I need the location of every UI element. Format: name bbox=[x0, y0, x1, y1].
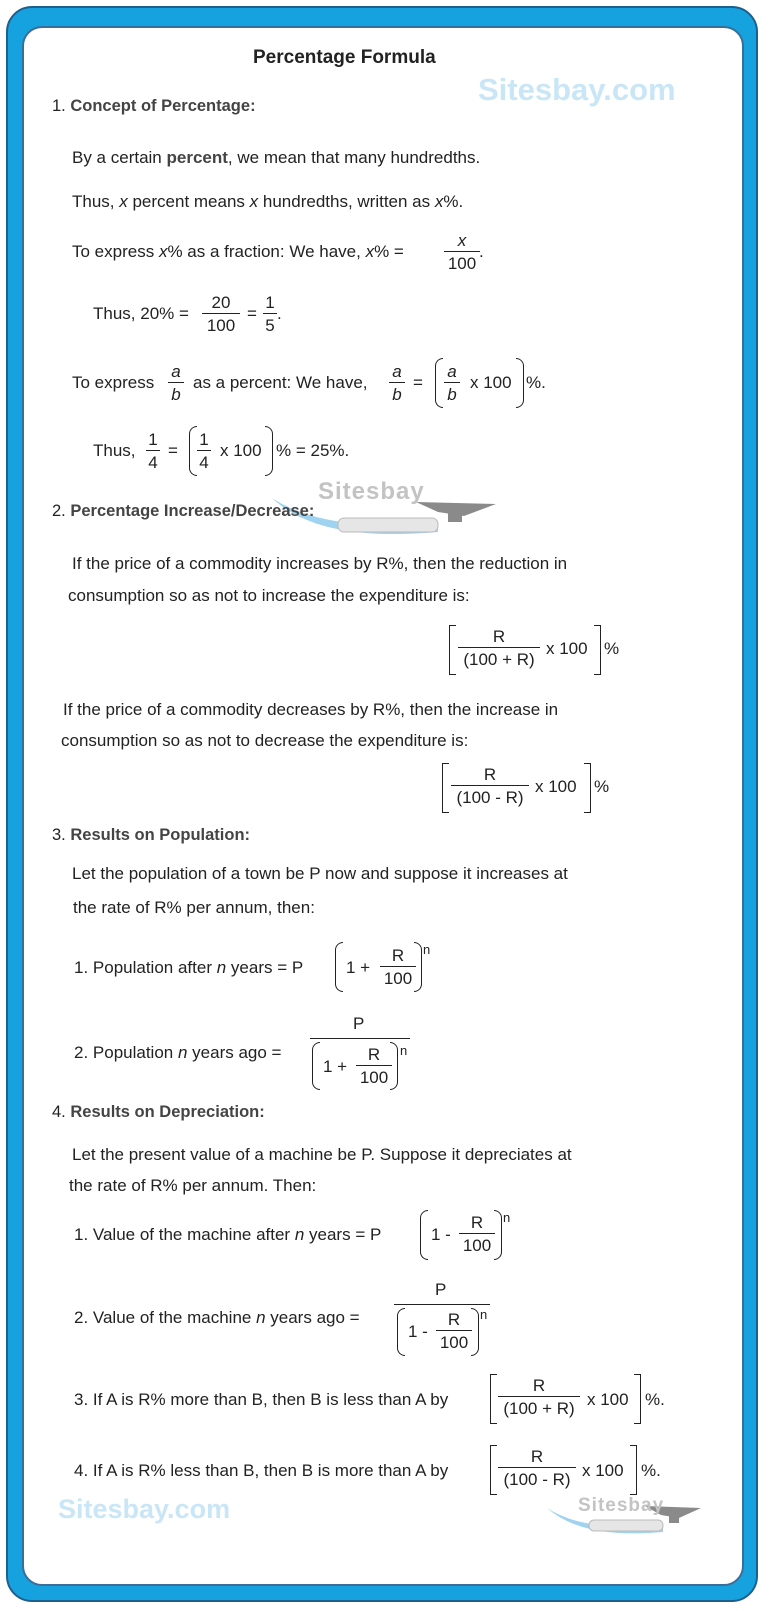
s1-line-3: To express x% as a fraction: We have, x% = bbox=[72, 242, 404, 261]
equals-sign: = bbox=[168, 441, 178, 460]
page-title: Percentage Formula bbox=[253, 47, 436, 68]
percent-sign: %. bbox=[645, 1390, 665, 1409]
exponent-n: n bbox=[503, 1210, 511, 1225]
fraction-r-over-100-minus-r: $\frac{R}{(100 - R)}$ bbox=[498, 1447, 576, 1490]
period: . bbox=[479, 242, 484, 261]
fraction-r-over-100: $\frac{R}{100}$ bbox=[380, 946, 416, 989]
left-paren bbox=[335, 942, 343, 992]
fraction-a-over-b: $\frac{a}{b}$ bbox=[444, 362, 460, 405]
s2-para-2-line-1: If the price of a commodity decreases by R%, then the increase in bbox=[63, 700, 559, 719]
numerator-p: P bbox=[435, 1280, 447, 1299]
period: . bbox=[277, 304, 282, 323]
fraction-1-over-5: $\frac{1}{5}$ bbox=[263, 293, 277, 336]
fraction-r-over-100-plus-r: $\frac{R}{(100 + R)}$ bbox=[458, 627, 540, 670]
s3-para-line-1: Let the population of a town be P now and suppose it increases at bbox=[72, 864, 568, 883]
equals-sign: = bbox=[413, 373, 423, 392]
numerator-p: P bbox=[353, 1014, 365, 1033]
right-paren bbox=[494, 1210, 502, 1260]
s4-item-4-text: 4. If A is R% less than B, then B is more than A by bbox=[74, 1461, 449, 1480]
right-bracket bbox=[630, 1445, 637, 1495]
s2-para-1-line-1: If the price of a commodity increases by R%, then the reduction in bbox=[72, 554, 568, 573]
section-2-heading: 2. Percentage Increase/Decrease: bbox=[52, 502, 315, 520]
s4-item-1-text: 1. Value of the machine after n years = P bbox=[74, 1225, 382, 1244]
left-paren bbox=[420, 1210, 428, 1260]
section-4-heading: 4. Results on Depreciation: bbox=[52, 1103, 265, 1121]
watermark-top-right: Sitesbay.com bbox=[478, 72, 676, 107]
left-bracket bbox=[442, 763, 449, 813]
s1-line-2: Thus, x percent means x hundredths, written as x%. bbox=[72, 192, 464, 211]
fraction-r-over-100-minus-r: $\frac{R}{(100 - R)}$ bbox=[451, 765, 529, 808]
times-100: x 100 bbox=[546, 639, 588, 658]
fraction-1-over-4: $\frac{1}{4}$ bbox=[197, 430, 211, 473]
left-paren bbox=[435, 358, 443, 408]
fraction-r-over-100: $\frac{R}{100}$ bbox=[356, 1045, 392, 1088]
logo-text-mid: Sitesbay bbox=[318, 478, 425, 505]
right-paren bbox=[471, 1308, 479, 1356]
times-100: x 100 bbox=[587, 1390, 629, 1409]
watermark-bottom-left: Sitesbay.com bbox=[58, 1494, 231, 1524]
s3-item-1-text: 1. Population after n years = P bbox=[74, 958, 304, 977]
percent-sign: % bbox=[594, 777, 610, 796]
fraction-a-over-b: $\frac{a}{b}$ bbox=[389, 362, 405, 405]
left-paren bbox=[189, 426, 197, 476]
times-100: x 100 bbox=[220, 441, 262, 460]
left-bracket bbox=[490, 1445, 497, 1495]
right-paren bbox=[516, 358, 524, 408]
fraction-x-over-100: $\frac{x}{100}$ bbox=[444, 231, 480, 274]
s4-item-2-text: 2. Value of the machine n years ago = bbox=[74, 1308, 360, 1327]
one-plus: 1 + bbox=[323, 1057, 348, 1076]
exponent-n: n bbox=[480, 1307, 488, 1322]
fraction-1-over-4: $\frac{1}{4}$ bbox=[146, 430, 160, 473]
s4-item-3-text: 3. If A is R% more than B, then B is less than A by bbox=[74, 1390, 449, 1409]
s2-para-2-line-2: consumption so as not to decrease the expenditure is: bbox=[61, 731, 469, 750]
one-minus: 1 - bbox=[431, 1225, 451, 1244]
one-plus: 1 + bbox=[346, 958, 371, 977]
s1-line-1: By a certain percent, we mean that many hundredths. bbox=[72, 148, 481, 167]
equals-sign: = bbox=[247, 304, 257, 323]
s1-line-4-label: Thus, 20% = bbox=[93, 304, 189, 323]
fraction-r-over-100: $\frac{R}{100}$ bbox=[436, 1310, 472, 1353]
s1-line-5-label: To express bbox=[72, 373, 155, 392]
exponent-n: n bbox=[423, 942, 431, 957]
result-25-percent: % = 25%. bbox=[276, 441, 350, 460]
fraction-r-over-100: $\frac{R}{100}$ bbox=[459, 1213, 495, 1256]
right-paren bbox=[265, 426, 273, 476]
logo-text-bottom: Sitesbay bbox=[578, 1495, 665, 1516]
left-paren bbox=[397, 1308, 405, 1356]
one-minus: 1 - bbox=[408, 1322, 428, 1341]
percent-sign: % bbox=[604, 639, 620, 658]
right-bracket bbox=[594, 625, 601, 675]
left-bracket bbox=[490, 1374, 497, 1424]
s3-item-2-text: 2. Population n years ago = bbox=[74, 1043, 282, 1062]
right-bracket bbox=[634, 1374, 641, 1424]
times-100: x 100 bbox=[535, 777, 577, 796]
fraction-20-over-100: $\frac{20}{100}$ bbox=[202, 293, 240, 336]
times-100: x 100 bbox=[470, 373, 512, 392]
right-bracket bbox=[584, 763, 591, 813]
right-paren bbox=[414, 942, 422, 992]
fraction-r-over-100-plus-r: $\frac{R}{(100 + R)}$ bbox=[498, 1376, 580, 1419]
fraction-bar bbox=[310, 1038, 410, 1039]
s1-line-5-text: as a percent: We have, bbox=[193, 373, 368, 392]
s4-para-line-1: Let the present value of a machine be P. Suppose it depreciates at bbox=[72, 1145, 572, 1164]
section-1-heading: 1. Concept of Percentage: bbox=[52, 97, 256, 115]
times-100: x 100 bbox=[582, 1461, 624, 1480]
s4-para-line-2: the rate of R% per annum. Then: bbox=[69, 1176, 317, 1195]
left-paren bbox=[312, 1042, 320, 1090]
left-bracket bbox=[449, 625, 456, 675]
fraction-bar bbox=[394, 1304, 490, 1305]
fraction-a-over-b: $\frac{a}{b}$ bbox=[168, 362, 184, 405]
section-3-heading: 3. Results on Population: bbox=[52, 826, 251, 844]
s2-para-1-line-2: consumption so as not to increase the expenditure is: bbox=[68, 586, 470, 605]
right-paren bbox=[390, 1042, 398, 1090]
percent-sign: %. bbox=[526, 373, 546, 392]
s3-para-line-2: the rate of R% per annum, then: bbox=[73, 898, 315, 917]
percent-sign: %. bbox=[641, 1461, 661, 1480]
exponent-n: n bbox=[400, 1043, 408, 1058]
s1-line-6-label: Thus, bbox=[93, 441, 136, 460]
